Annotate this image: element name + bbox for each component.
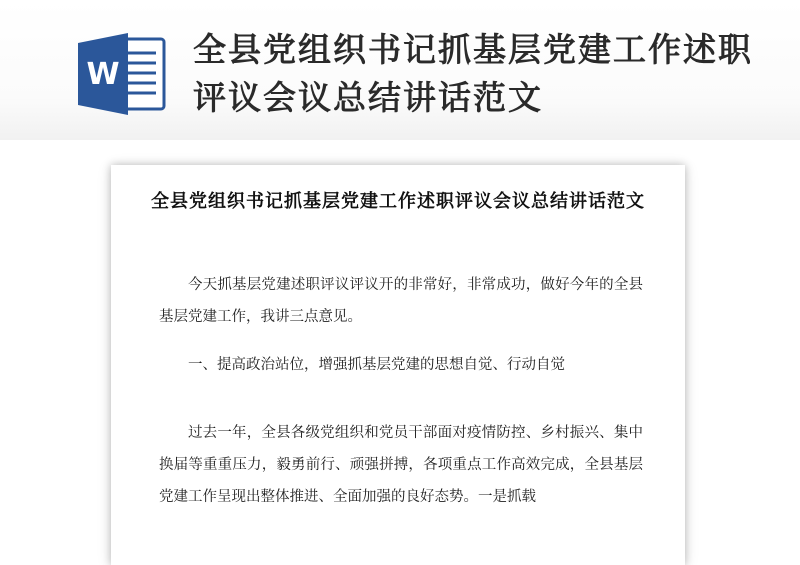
paragraph-intro: 今天抓基层党建述职评议评议开的非常好，非常成功，做好今年的全县基层党建工作，我讲三点意见。 xyxy=(159,277,643,325)
svg-text:W: W xyxy=(86,57,120,92)
document-title: 全县党组织书记抓基层党建工作述职评议会议总结讲话范文 xyxy=(151,191,645,212)
word-document-icon xyxy=(76,33,168,115)
header-title: 全县党组织书记抓基层党建工作述职评议会议总结讲话范文 xyxy=(193,30,753,117)
paragraph-section-heading: 一、提高政治站位，增强抓基层党建的思想自觉、行动自觉 xyxy=(188,357,565,373)
paragraph-body: 过去一年，全县各级党组织和党员干部面对疫情防控、乡村振兴、集中换届等重重压力，毅勇前行、顽强拼搏，各项重点工作高效完成，全县基层党建工作呈现出整体推进、全面加强的良好态势。一是抓载 xyxy=(159,425,643,505)
document-page xyxy=(111,165,685,565)
